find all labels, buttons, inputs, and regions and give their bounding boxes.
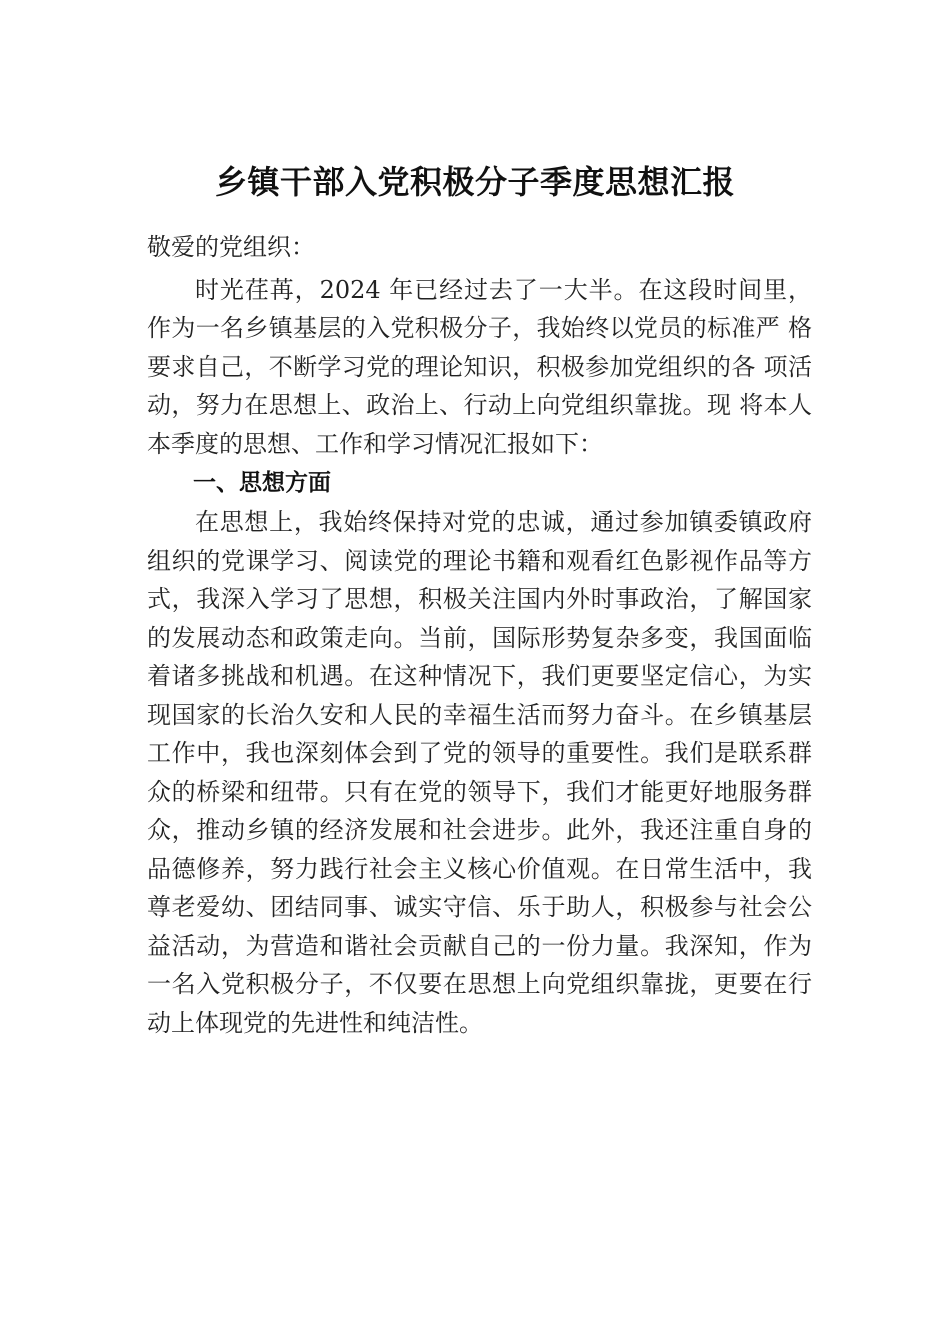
salutation: 敬爱的党组织： — [147, 233, 315, 261]
intro-paragraph: 时光荏苒，2024 年已经过去了一大半。在这段时间里， 作为一名乡镇基层的入党积极分子，我始终以党员的标准严 格要求自己，不断学习党的理论知识，积极参加党组织的各 项活动，努力在思想上、政治上、行动上向党组织靠拢。现 将本人本季度的思想、工作和学习情况汇报如下： — [147, 275, 812, 458]
document-title: 乡镇干部入党积极分子季度思想汇报 — [214, 163, 735, 201]
section-heading: 一、思想方面 — [193, 470, 331, 496]
section-paragraph: 在思想上，我始终保持对党的忠诚，通过参加镇委镇政府组织的党课学习、阅读党的理论书籍和观看红色影视作品等方式，我深入学习了思想，积极关注国内外时事政治，了解国家的发展动态和政策走向。当前，国际形势复杂多变，我国面临着诸多挑战和机遇。在这种情况下，我们更要坚定信心，为实现国家的长治久安和人民的幸福生活而努力奋斗。在乡镇基层工作中，我也深刻体会到了党的领导的重要性。我们是联系群众的桥梁和纽带。只有在党的领导下，我们才能更好地服务群众，推动乡镇的经济发展和社会进步。此外，我还注重自身的品德修养，努力践行社会主义核心价值观。在日常生活中，我尊老爱幼、团结同事、诚实守信、乐于助人，积极参与社会公益活动，为营造和谐社会贡献自己的一份力量。我深知，作为一名入党积极分子，不仅要在思想上向党组织靠拢，更要在行动上体现党的先进性和纯洁性。 — [147, 508, 812, 1037]
document-body — [147, 228, 812, 1042]
